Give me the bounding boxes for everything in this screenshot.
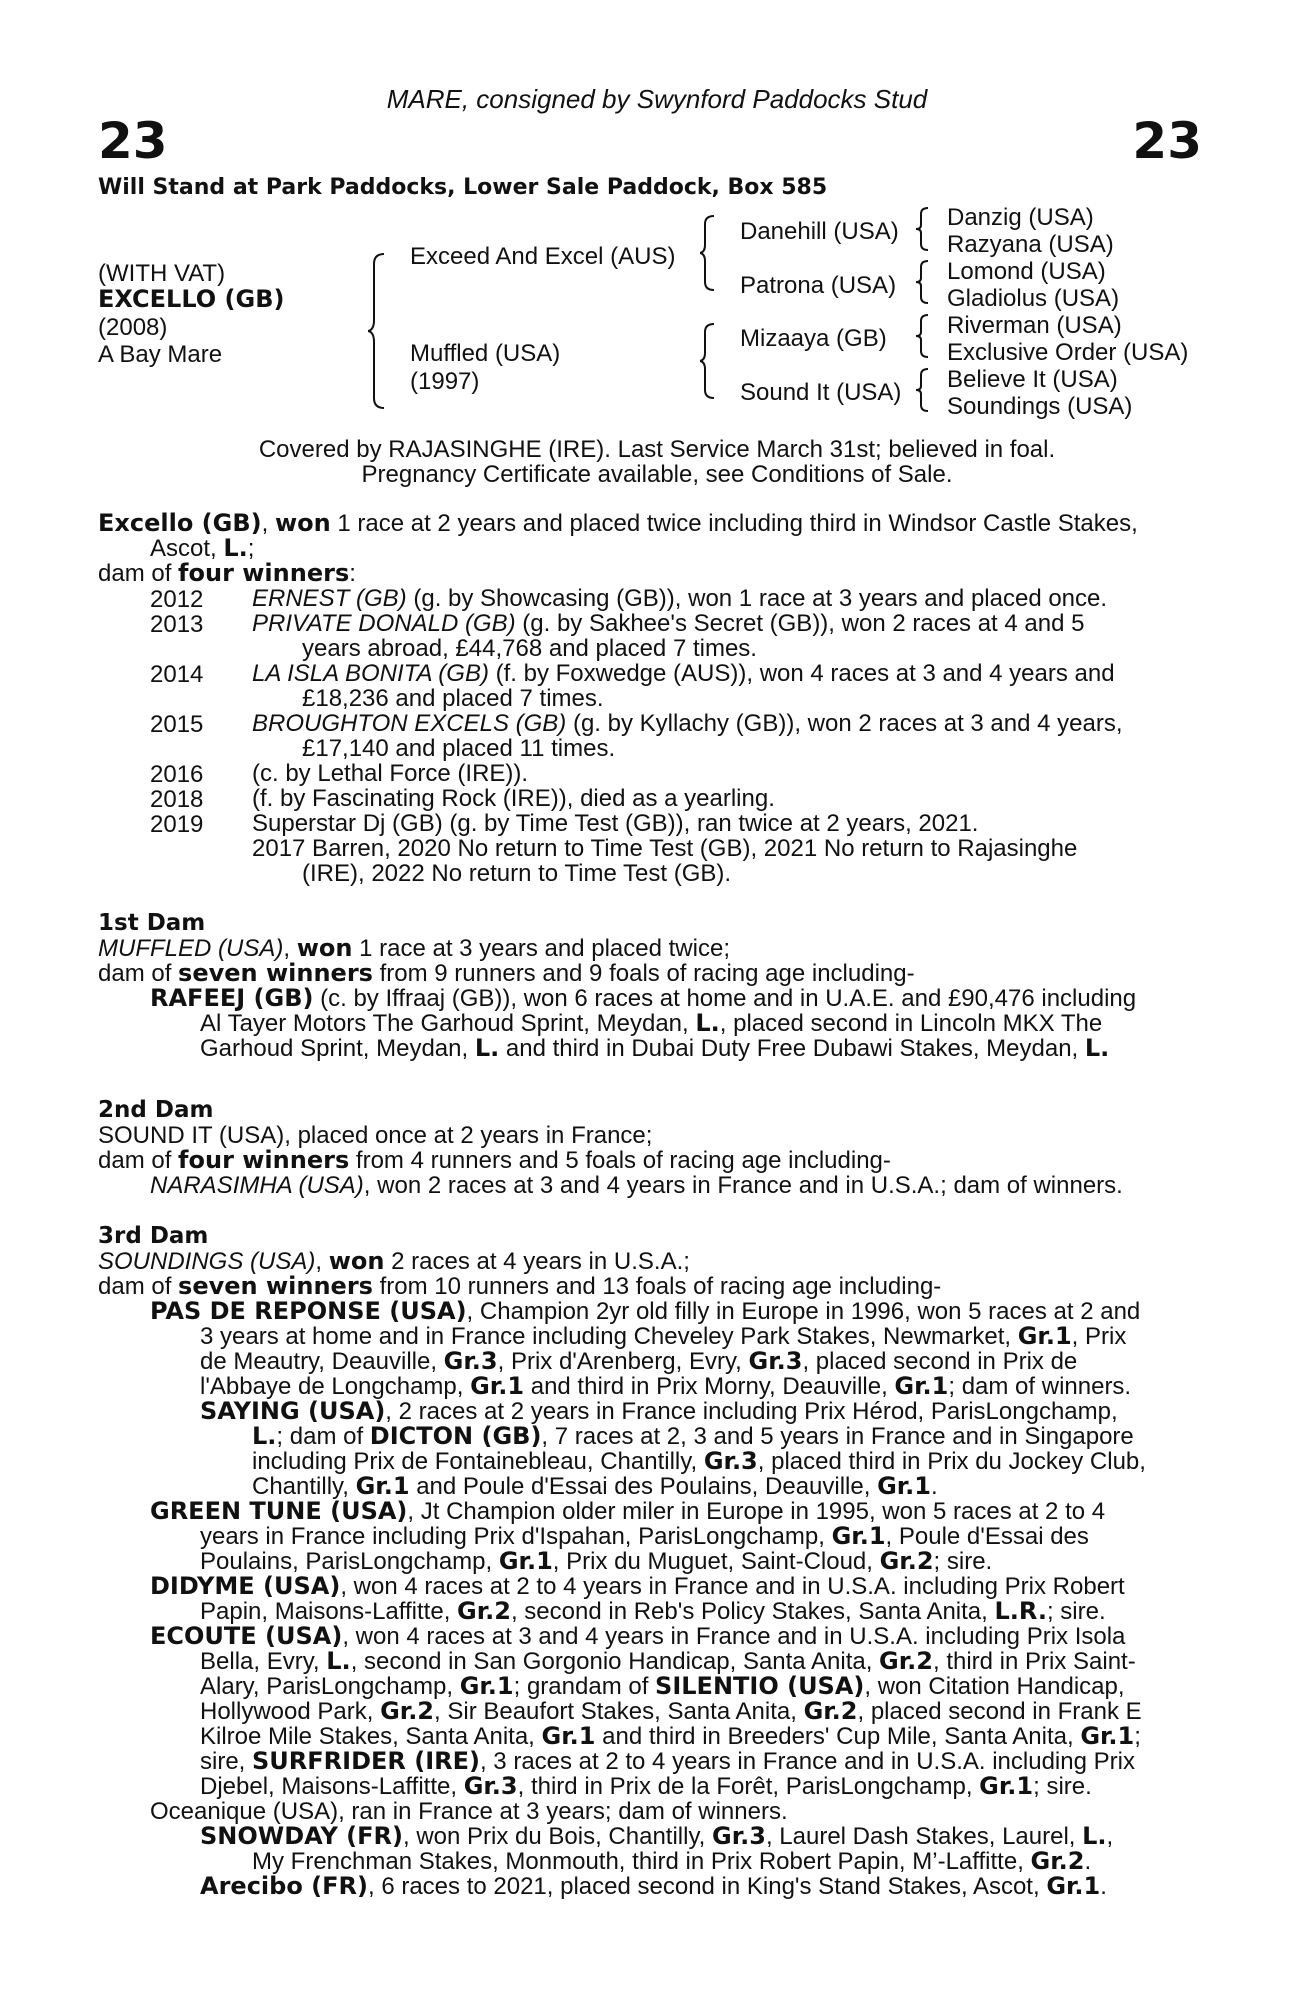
rafeej-text: and third in Dubai Duty Free Dubawi Stakes, Meydan, [499,1035,1085,1062]
grade-label: L.R. [994,1597,1047,1625]
pas-text: l'Abbaye de Longchamp, [200,1373,471,1400]
grade-label: Gr.3 [712,1822,766,1850]
consignor-line: MARE, consigned by Swynford Paddocks Stud [386,84,928,114]
ecoute-line-7 [200,1774,1092,1799]
pas-text: de Meautry, Deauville, [200,1348,444,1375]
saying-line-2 [252,1424,1134,1449]
grade-label: Gr.3 [463,1772,518,1800]
pedigree-dam: Muffled (USA) [410,340,561,367]
ecoute-text: ; [1134,1723,1141,1750]
pedigree-sire-dam: Patrona (USA) [740,272,897,299]
pas-text: , Prix [1071,1323,1127,1350]
saying-text: Chantilly, [252,1473,356,1500]
pedigree-brace-sire [700,214,718,292]
produce-year: 2013 [150,611,204,638]
produce-entry [252,711,1204,761]
produce-entry [252,586,1204,611]
lot-number-left: 23 [98,112,168,170]
surfrider-name: SURFRIDER (IRE) [252,1747,480,1775]
ecoute-text: , Sir Beaufort Stakes, Santa Anita, [434,1698,804,1725]
silentio-name: SILENTIO (USA) [655,1672,865,1700]
grade-label: L. [1082,1822,1107,1850]
winners-count: seven winners [178,959,373,987]
grade-label: Gr.2 [879,1647,933,1675]
grade-label: L. [1084,1034,1110,1062]
vat-label: (WITH VAT) [98,260,226,287]
rafeej-text: Garhoud Sprint, Meydan, [200,1035,475,1062]
record-text-2: Ascot, [150,535,224,562]
ecoute-text: sire, [200,1748,253,1775]
saying-text: , 7 races at 2, 3 and 5 years in France and in Singapore [541,1423,1134,1450]
grade-label: Gr.2 [803,1697,858,1725]
won-label: won [274,509,331,537]
green-tune-text: , Jt Champion older miler in Europe in 1995, won 5 races at 2 to 4 [407,1498,1106,1525]
pedigree-g3-4: Gladiolus (USA) [947,285,1120,312]
pedigree-dam-year: (1997) [410,368,480,395]
snowday-line-1 [200,1824,1113,1849]
third-dam-heading: 3rd Dam [98,1223,209,1249]
race-record-line-1: Excello (GB), won 1 race at 2 years and placed twice including third in Windsor Castle Stakes, [98,509,1138,537]
pedigree-g3-1: Danzig (USA) [947,204,1094,231]
produce-year: 2016 [150,761,204,788]
saying-line-3 [252,1449,1146,1474]
saying-line-1 [200,1399,1118,1424]
grade-label: L. [326,1647,351,1675]
winners-count: seven winners [178,1272,373,1300]
snowday-text: , [1106,1823,1114,1850]
produce-entry [252,786,1204,811]
snowday-line-2 [252,1849,1091,1874]
saying-text: , placed third in Prix du Jockey Club, [757,1448,1146,1475]
horse-year: (2008) [98,314,168,341]
snowday-text: My Frenchman Stakes, Monmouth, third in Prix Robert Papin, M’-Laffitte, [252,1848,1031,1875]
grade-label: Gr.1 [1017,1322,1072,1350]
green-tune-text: , Poule d'Essai des [885,1523,1089,1550]
certificate-line: Pregnancy Certificate available, see Conditions of Sale. [361,461,953,488]
pedigree-g3-2: Razyana (USA) [947,231,1114,258]
ecoute-text: Kilroe Mile Stakes, Santa Anita, [200,1723,542,1750]
winners-detail: from 10 runners and 13 foals of racing age including- [372,1273,942,1300]
saying-text: . [931,1473,938,1500]
ecoute-line-4 [200,1699,1142,1724]
produce-entry [252,761,1204,786]
pedigree-brace-main [368,252,388,410]
green-tune-name: GREEN TUNE (USA) [150,1497,408,1525]
third-dam-record: 2 races at 4 years in U.S.A.; [384,1248,690,1275]
grade-label: Gr.3 [703,1447,758,1475]
pedigree-dam-dam: Sound It (USA) [740,379,902,406]
green-tune-line-3 [200,1549,992,1574]
grade-label: Gr.1 [459,1672,514,1700]
stand-location: Will Stand at Park Paddocks, Lower Sale Paddock, Box 585 [98,175,828,200]
second-dam-line: SOUND IT (USA), placed once at 2 years in France; [98,1122,653,1149]
pedigree-brace-g3 [916,313,932,359]
pedigree-sire-sire: Danehill (USA) [740,218,899,245]
separator: , [283,935,297,962]
ecoute-text: Hollywood Park, [200,1698,381,1725]
grade-label: Gr.1 [831,1522,886,1550]
narasimha-text: , won 2 races at 3 and 4 years in France and in U.S.A.; dam of winners. [363,1172,1123,1199]
didyme-text: , second in Reb's Policy Stakes, Santa Anita, [510,1598,995,1625]
ecoute-text: , 3 races at 2 to 4 years in France and in U.S.A. including Prix [479,1748,1135,1775]
produce-year: 2018 [150,786,204,813]
pas-line-2 [200,1324,1126,1349]
pas-line-1 [150,1299,1140,1324]
first-dam-record: 1 race at 3 years and placed twice; [352,935,730,962]
dam-of-label: dam of [98,1147,179,1174]
produce-name: ERNEST (GB) [252,585,407,612]
arecibo-text: . [1100,1873,1107,1900]
produce-year: 2015 [150,711,204,738]
didyme-name: DIDYME (USA) [150,1572,341,1600]
grade-label: Gr.3 [443,1347,498,1375]
narasimha-name: NARASIMHA (USA) [150,1172,364,1199]
pedigree-brace-g4 [916,367,932,413]
didyme-text: Papin, Maisons-Laffitte, [200,1598,458,1625]
arecibo-name: Arecibo (FR) [200,1872,368,1900]
third-dam-produce-line [98,1274,941,1299]
produce-detail: (f. by Foxwedge (AUS)), won 4 races at 3 and 4 years and [488,660,1115,687]
ecoute-text: Djebel, Maisons-Laffitte, [200,1773,464,1800]
green-tune-text: Poulains, ParisLongchamp, [200,1548,499,1575]
winners-detail: from 4 runners and 5 foals of racing age including- [349,1147,891,1174]
grade-label: Gr.1 [894,1372,949,1400]
produce-name: LA ISLA BONITA (GB) [252,660,489,687]
grade-label: L. [252,1422,277,1450]
dicton-name: DICTON (GB) [369,1422,542,1450]
first-dam-name: MUFFLED (USA) [98,935,284,962]
third-dam-line [98,1249,690,1274]
horse-name: EXCELLO (GB) [98,285,285,313]
ecoute-text: , won 4 races at 3 and 4 years in France and in U.S.A. including Prix Isola [342,1623,1126,1650]
produce-continuation: years abroad, £44,768 and placed 7 times. [302,635,757,662]
dam-of-label: dam of [98,560,179,587]
green-tune-text: ; sire. [933,1548,993,1575]
green-tune-line-1 [150,1499,1105,1524]
pas-text: ; dam of winners. [948,1373,1132,1400]
pas-text: , Champion 2yr old filly in Europe in 1996, won 5 races at 2 and [466,1298,1141,1325]
snowday-text: , Laurel Dash Stakes, Laurel, [765,1823,1083,1850]
pas-text: , placed second in Prix de [802,1348,1078,1375]
grade-label: Gr.2 [1030,1847,1085,1875]
grade-label: Gr.1 [1046,1872,1101,1900]
pedigree-g3-3: Lomond (USA) [947,258,1106,285]
grade-label: Gr.1 [1080,1722,1135,1750]
pas-line-4 [200,1374,1131,1399]
race-record-line-2 [150,536,254,561]
ecoute-text: ; grandam of [513,1673,656,1700]
won-label: won [328,1247,385,1275]
green-tune-text: years in France including Prix d'Ispahan, ParisLongchamp, [200,1523,832,1550]
grade-label: L. [695,1009,720,1037]
record-colon: : [349,560,356,587]
green-tune-line-2 [200,1524,1089,1549]
grade-label: L. [474,1034,500,1062]
produce-detail: (f. by Fascinating Rock (IRE)), died as a yearling. [252,785,775,812]
rafeej-line-1 [150,986,1136,1011]
grade-label: Gr.1 [498,1547,553,1575]
produce-continuation: £17,140 and placed 11 times. [302,735,616,762]
ecoute-line-5 [200,1724,1141,1749]
rafeej-line-3 [200,1036,1109,1061]
snowday-name: SNOWDAY (FR) [200,1822,403,1850]
grade-label: Gr.1 [979,1772,1034,1800]
produce-name: BROUGHTON EXCELS (GB) [252,710,567,737]
produce-detail: (g. by Kyllachy (GB)), won 2 races at 3 and 4 years, [566,710,1123,737]
pas-line-3 [200,1349,1077,1374]
rafeej-text: Al Tayer Motors The Garhoud Sprint, Meydan, [200,1010,696,1037]
produce-name: PRIVATE DONALD (GB) [252,610,516,637]
produce-detail: Superstar Dj (GB) (g. by Time Test (GB)), ran twice at 2 years, 2021. [252,810,979,837]
arecibo-text: , 6 races to 2021, placed second in King's Stand Stakes, Ascot, [367,1873,1047,1900]
produce-entry [252,811,1204,836]
produce-year: 2014 [150,661,204,688]
pedigree-g3-5: Riverman (USA) [947,312,1122,339]
winners-count: four winners [178,559,350,587]
barren-line-2: (IRE), 2022 No return to Time Test (GB). [302,860,732,887]
dam-of-line [98,561,356,586]
produce-year: 2012 [150,586,204,613]
produce-continuation: £18,236 and placed 7 times. [302,685,604,712]
rafeej-text: (c. by Iffraaj (GB)), won 6 races at home and in U.A.E. and £90,476 including [313,985,1137,1012]
rafeej-line-2 [200,1011,1102,1036]
rafeej-name: RAFEEJ (GB) [150,984,314,1012]
ecoute-text: , placed second in Frank E [857,1698,1142,1725]
record-semicolon: ; [247,535,255,562]
grade-label: Gr.1 [541,1722,596,1750]
grade-label: Gr.1 [355,1472,410,1500]
produce-detail: (c. by Lethal Force (IRE)). [252,760,529,787]
horse-description: A Bay Mare [98,341,223,368]
winners-detail: from 9 runners and 9 foals of racing age including- [372,960,915,987]
rafeej-text: , placed second in Lincoln MKX The [719,1010,1103,1037]
ecoute-line-1 [150,1624,1125,1649]
ecoute-text: , third in Prix de la Forêt, ParisLongchamp, [517,1773,980,1800]
first-dam-produce-line [98,961,915,986]
ecoute-line-6 [200,1749,1135,1774]
ecoute-text: and third in Breeders' Cup Mile, Santa Anita, [595,1723,1081,1750]
pas-name: PAS DE REPONSE (USA) [150,1297,467,1325]
saying-text: , 2 races at 2 years in France including Prix Hérod, ParisLongchamp, [385,1398,1118,1425]
ecoute-name: ECOUTE (USA) [150,1622,343,1650]
first-dam-line [98,936,730,961]
pedigree-brace-g1 [916,206,932,252]
separator: , [315,1248,329,1275]
barren-note [252,836,1204,886]
dam-of-label: dam of [98,960,179,987]
grade-label: Gr.1 [877,1472,931,1500]
didyme-line-1 [150,1574,1125,1599]
second-dam-produce-line [98,1148,891,1173]
arecibo-line [200,1874,1107,1899]
saying-text: ; dam of [276,1423,370,1450]
produce-entry [252,661,1204,711]
won-label: won [296,934,353,962]
pedigree-brace-g2 [916,259,932,305]
saying-text: including Prix de Fontainebleau, Chantilly, [252,1448,704,1475]
ecoute-text: , third in Prix Saint- [932,1648,1136,1675]
pedigree-brace-dam [700,322,718,400]
first-dam-heading: 1st Dam [98,910,206,936]
pas-text: , Prix d'Arenberg, Evry, [497,1348,749,1375]
grade-label: Gr.3 [748,1347,803,1375]
snowday-text: , won Prix du Bois, Chantilly, [403,1823,713,1850]
pedigree-sire: Exceed And Excel (AUS) [410,243,676,270]
pas-text: and third in Prix Morny, Deauville, [524,1373,895,1400]
record-text: 1 race at 2 years and placed twice including third in Windsor Castle Stakes, [330,510,1138,537]
ecoute-text: , won Citation Handicap, [864,1673,1125,1700]
grade-label: Gr.1 [470,1372,525,1400]
pedigree-dam-sire: Mizaaya (GB) [740,325,887,352]
saying-name: SAYING (USA) [200,1397,386,1425]
third-dam-name: SOUNDINGS (USA) [98,1248,316,1275]
grade-label: Gr.2 [457,1597,511,1625]
ecoute-line-3 [200,1674,1125,1699]
covered-line: Covered by RAJASINGHE (IRE). Last Service March 31st; believed in foal. [258,436,1056,463]
barren-line-1: 2017 Barren, 2020 No return to Time Test (GB), 2021 No return to Rajasinghe [252,835,1078,862]
pedigree-g3-6: Exclusive Order (USA) [947,339,1189,366]
didyme-text: , won 4 races at 2 to 4 years in France and in U.S.A. including Prix Robert [340,1573,1125,1600]
ecoute-text: Alary, ParisLongchamp, [200,1673,460,1700]
winners-count: four winners [178,1146,350,1174]
pedigree-g3-8: Soundings (USA) [947,393,1133,420]
saying-line-4 [252,1474,938,1499]
grade-label: L. [223,534,248,562]
snowday-text: . [1084,1848,1092,1875]
grade-label: Gr.2 [380,1697,435,1725]
oceanique-line: Oceanique (USA), ran in France at 3 years; dam of winners. [150,1798,788,1825]
didyme-line-2 [200,1599,1106,1624]
produce-detail: (g. by Sakhee's Secret (GB)), won 2 races at 4 and 5 [515,610,1085,637]
second-dam-heading: 2nd Dam [98,1097,214,1123]
grade-label: Gr.2 [879,1547,934,1575]
produce-entry [252,611,1204,661]
narasimha-line [150,1173,1123,1198]
dam-of-label: dam of [98,1273,179,1300]
pedigree-g3-7: Believe It (USA) [947,366,1118,393]
saying-text: and Poule d'Essai des Poulains, Deauville, [409,1473,878,1500]
lot-number-right: 23 [1132,112,1202,170]
pas-text: 3 years at home and in France including Cheveley Park Stakes, Newmarket, [200,1323,1018,1350]
didyme-text: ; sire. [1046,1598,1106,1625]
green-tune-text: , Prix du Muguet, Saint-Cloud, [552,1548,880,1575]
ecoute-text: ; sire. [1033,1773,1092,1800]
mare-name: Excello (GB) [98,509,262,537]
ecoute-text: Bella, Evry, [200,1648,327,1675]
ecoute-text: , second in San Gorgonio Handicap, Santa Anita, [350,1648,880,1675]
produce-detail: (g. by Showcasing (GB)), won 1 race at 3 years and placed once. [406,585,1108,612]
produce-year: 2019 [150,811,204,838]
ecoute-line-2 [200,1649,1136,1674]
